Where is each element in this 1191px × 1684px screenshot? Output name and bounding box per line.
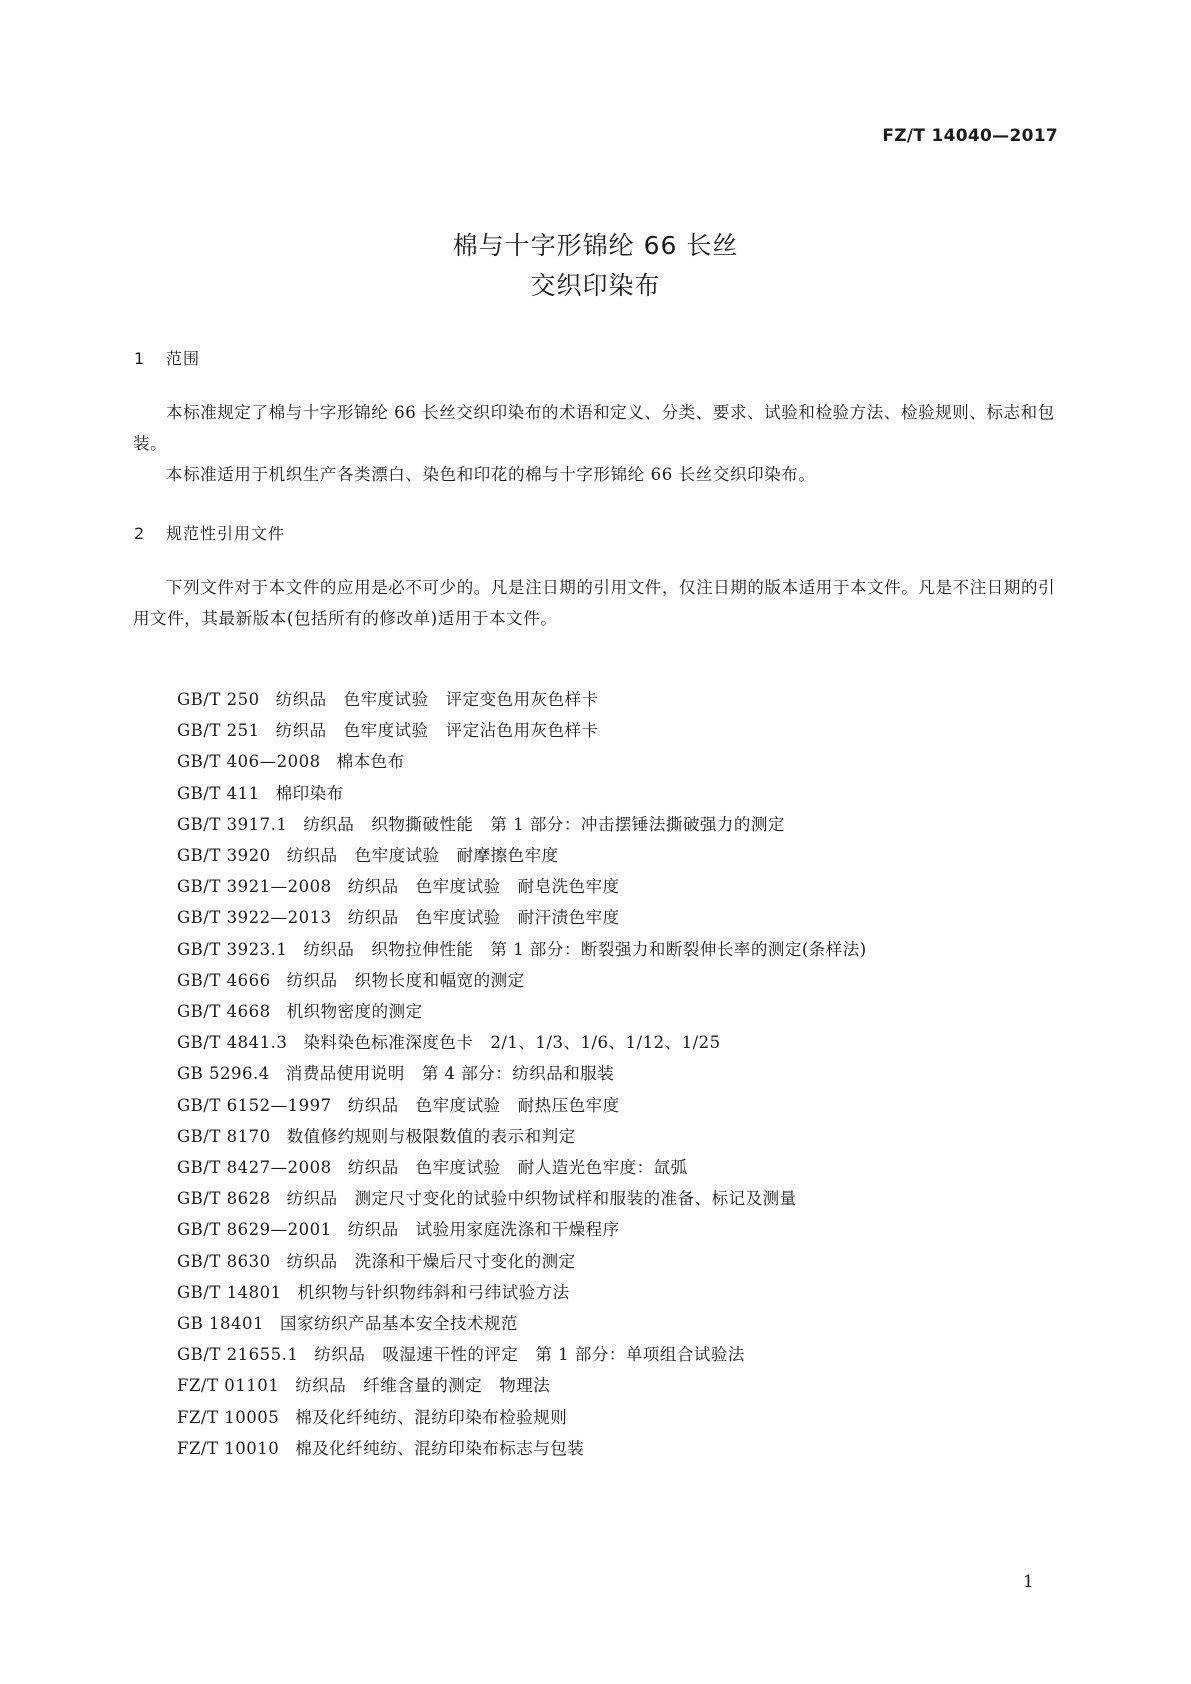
- reference-title: 棉印染布: [275, 783, 344, 803]
- reference-item: [177, 1183, 867, 1214]
- reference-code: FZ/T 01101: [177, 1376, 280, 1396]
- section-number: 2: [134, 524, 146, 543]
- reference-item: [177, 1277, 867, 1308]
- section-number: 1: [134, 349, 146, 368]
- reference-title: 纺织品 纤维含量的测定 物理法: [295, 1376, 551, 1396]
- reference-title: 纺织品 织物撕破性能 第 1 部分：冲击摆锤法撕破强力的测定: [303, 814, 785, 834]
- reference-code: GB/T 8630: [177, 1251, 271, 1271]
- reference-item: [177, 902, 867, 933]
- paragraph: 下列文件对于本文件的应用是必不可少的。凡是注日期的引用文件，仅注日期的版本适用于本文件。凡是不注日期的引用文件，其最新版本(包括所有的修改单)适用于本文件。: [133, 578, 1056, 628]
- reference-code: GB/T 21655.1: [177, 1345, 299, 1365]
- reference-item: [177, 1121, 867, 1152]
- reference-item: [177, 1370, 867, 1401]
- reference-title: 国家纺织产品基本安全技术规范: [280, 1314, 519, 1334]
- reference-code: GB/T 8427—2008: [177, 1158, 332, 1178]
- page-number: 1: [1023, 1572, 1034, 1592]
- reference-item: [177, 1027, 867, 1058]
- reference-code: FZ/T 10005: [177, 1407, 280, 1427]
- reference-title: 数值修约规则与极限数值的表示和判定: [286, 1126, 576, 1146]
- reference-code: GB/T 8628: [177, 1189, 271, 1209]
- reference-code: GB/T 8629—2001: [177, 1220, 332, 1240]
- reference-title: 纺织品 测定尺寸变化的试验中织物试样和服装的准备、标记及测量: [286, 1189, 797, 1209]
- section-title: 范围: [166, 349, 201, 368]
- reference-item: [177, 809, 867, 840]
- section-body-normative-references: [133, 572, 1061, 634]
- section-body-scope: [133, 397, 1061, 490]
- reference-item: [177, 715, 867, 746]
- reference-title: 纺织品 色牢度试验 耐摩擦色牢度: [286, 846, 559, 866]
- reference-code: GB/T 411: [177, 783, 260, 803]
- reference-title: 纺织品 织物长度和幅宽的测定: [286, 970, 525, 990]
- reference-code: GB/T 250: [177, 690, 260, 709]
- reference-item: [177, 778, 867, 809]
- reference-title: 纺织品 色牢度试验 耐人造光色牢度：氙弧: [347, 1158, 688, 1178]
- reference-title: 消费品使用说明 第 4 部分：纺织品和服装: [285, 1064, 615, 1084]
- reference-item: [177, 1058, 867, 1089]
- reference-item: [177, 1214, 867, 1245]
- reference-title: 纺织品 色牢度试验 耐热压色牢度: [347, 1095, 620, 1115]
- reference-title: 染料染色标准深度色卡 2/1、1/3、1/6、1/12、1/25: [303, 1033, 721, 1053]
- reference-code: GB/T 3923.1: [177, 939, 288, 959]
- reference-item: [177, 840, 867, 871]
- title-line-1: 棉与十字形锦纶 66 长丝: [452, 231, 739, 260]
- title-line-2: 交织印染布: [530, 271, 661, 300]
- reference-code: GB/T 4668: [177, 1002, 271, 1022]
- reference-code: GB/T 3920: [177, 846, 271, 866]
- reference-code: GB/T 251: [177, 721, 260, 741]
- reference-item: [177, 684, 867, 715]
- section-title: 规范性引用文件: [166, 524, 286, 543]
- reference-item: [177, 1433, 867, 1464]
- reference-code: GB/T 4841.3: [177, 1033, 288, 1053]
- reference-item: [177, 746, 867, 777]
- reference-code: GB 18401: [177, 1314, 265, 1334]
- reference-code: GB 5296.4: [177, 1064, 270, 1084]
- paragraph: 本标准适用于机织生产各类漂白、染色和印花的棉与十字形锦纶 66 长丝交织印染布。: [166, 465, 816, 484]
- reference-item: [177, 996, 867, 1027]
- reference-title: 棉本色布: [336, 752, 405, 772]
- reference-code: GB/T 3922—2013: [177, 908, 332, 928]
- reference-item: [177, 1339, 867, 1370]
- section-heading-normative-references: [134, 521, 285, 544]
- reference-title: 机织物与针织物纬斜和弓纬试验方法: [297, 1282, 570, 1302]
- reference-item: [177, 934, 867, 965]
- reference-title: 纺织品 织物拉伸性能 第 1 部分：断裂强力和断裂伸长率的测定(条样法): [303, 939, 867, 959]
- reference-title: 机织物密度的测定: [286, 1002, 423, 1022]
- reference-code: GB/T 14801: [177, 1282, 282, 1302]
- standard-code: FZ/T 14040—2017: [882, 126, 1058, 146]
- reference-code: GB/T 3921—2008: [177, 877, 332, 897]
- reference-title: 纺织品 色牢度试验 耐汗渍色牢度: [347, 908, 620, 928]
- reference-code: GB/T 6152—1997: [177, 1095, 332, 1115]
- reference-item: [177, 1090, 867, 1121]
- reference-title: 纺织品 色牢度试验 评定变色用灰色样卡: [275, 690, 599, 709]
- reference-list: [177, 684, 867, 1464]
- reference-code: GB/T 8170: [177, 1126, 271, 1146]
- reference-item: [177, 1152, 867, 1183]
- reference-title: 纺织品 色牢度试验 评定沾色用灰色样卡: [275, 721, 599, 741]
- reference-item: [177, 1308, 867, 1339]
- reference-code: FZ/T 10010: [177, 1438, 280, 1458]
- reference-title: 纺织品 吸湿速干性的评定 第 1 部分：单项组合试验法: [314, 1345, 745, 1365]
- reference-title: 棉及化纤纯纺、混纺印染布检验规则: [295, 1407, 568, 1427]
- reference-item: [177, 965, 867, 996]
- reference-code: GB/T 4666: [177, 970, 271, 990]
- reference-code: GB/T 3917.1: [177, 814, 288, 834]
- reference-code: GB/T 406—2008: [177, 752, 321, 772]
- reference-title: 棉及化纤纯纺、混纺印染布标志与包装: [295, 1438, 585, 1458]
- reference-title: 纺织品 试验用家庭洗涤和干燥程序: [347, 1220, 620, 1240]
- reference-title: 纺织品 洗涤和干燥后尺寸变化的测定: [286, 1251, 576, 1271]
- reference-title: 纺织品 色牢度试验 耐皂洗色牢度: [347, 877, 620, 897]
- reference-item: [177, 1246, 867, 1277]
- paragraph: 本标准规定了棉与十字形锦纶 66 长丝交织印染布的术语和定义、分类、要求、试验和检验方法、检验规则、标志和包装。: [133, 403, 1055, 453]
- section-heading-scope: [134, 346, 200, 369]
- reference-item: [177, 871, 867, 902]
- reference-item: [177, 1402, 867, 1433]
- document-title: [0, 226, 1191, 306]
